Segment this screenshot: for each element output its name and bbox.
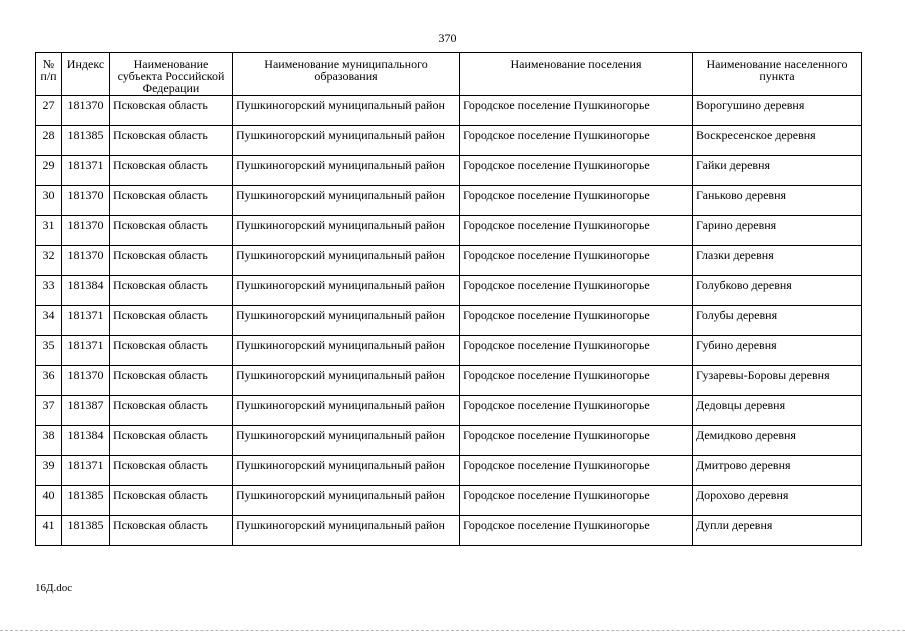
table-row: [36, 276, 862, 306]
cell-subject: Псковская область: [110, 366, 233, 396]
table-body: [36, 96, 862, 546]
cell-index: 181385: [62, 126, 110, 156]
cell-settlement: Городское поселение Пушкиногорье: [460, 426, 693, 456]
cell-subject: Псковская область: [110, 126, 233, 156]
cell-index: 181370: [62, 216, 110, 246]
cell-municipality: Пушкиногорский муниципальный район: [233, 216, 460, 246]
cell-settlement: Городское поселение Пушкиногорье: [460, 516, 693, 546]
cell-subject: Псковская область: [110, 426, 233, 456]
cell-municipality: Пушкиногорский муниципальный район: [233, 396, 460, 426]
cell-settlement: Городское поселение Пушкиногорье: [460, 126, 693, 156]
cell-locality: Демидково деревня: [693, 426, 862, 456]
cell-municipality: Пушкиногорский муниципальный район: [233, 306, 460, 336]
table-header-row: [36, 53, 862, 96]
cell-subject: Псковская область: [110, 156, 233, 186]
cell-settlement: Городское поселение Пушкиногорье: [460, 486, 693, 516]
cell-number: 38: [36, 426, 62, 456]
header-municipality: Наименование муниципального образования: [233, 53, 460, 96]
cell-index: 181384: [62, 426, 110, 456]
cell-locality: Гузаревы-Боровы деревня: [693, 366, 862, 396]
table-row: [36, 156, 862, 186]
cell-number: 31: [36, 216, 62, 246]
cell-subject: Псковская область: [110, 186, 233, 216]
cell-settlement: Городское поселение Пушкиногорье: [460, 396, 693, 426]
cell-locality: Дмитрово деревня: [693, 456, 862, 486]
cell-subject: Псковская область: [110, 516, 233, 546]
cell-municipality: Пушкиногорский муниципальный район: [233, 186, 460, 216]
cell-number: 27: [36, 96, 62, 126]
cell-locality: Дедовцы деревня: [693, 396, 862, 426]
table-row: [36, 186, 862, 216]
table-row: [36, 486, 862, 516]
cell-subject: Псковская область: [110, 96, 233, 126]
cell-locality: Воскресенское деревня: [693, 126, 862, 156]
cell-locality: Голубы деревня: [693, 306, 862, 336]
cell-index: 181370: [62, 96, 110, 126]
cell-index: 181370: [62, 246, 110, 276]
cell-municipality: Пушкиногорский муниципальный район: [233, 486, 460, 516]
cell-settlement: Городское поселение Пушкиногорье: [460, 456, 693, 486]
cell-index: 181371: [62, 156, 110, 186]
cell-locality: Голубково деревня: [693, 276, 862, 306]
cell-municipality: Пушкиногорский муниципальный район: [233, 96, 460, 126]
cell-number: 39: [36, 456, 62, 486]
table-row: [36, 216, 862, 246]
cell-subject: Псковская область: [110, 306, 233, 336]
cell-municipality: Пушкиногорский муниципальный район: [233, 516, 460, 546]
cell-locality: Глазки деревня: [693, 246, 862, 276]
cell-index: 181384: [62, 276, 110, 306]
cell-municipality: Пушкиногорский муниципальный район: [233, 126, 460, 156]
cell-municipality: Пушкиногорский муниципальный район: [233, 366, 460, 396]
cell-settlement: Городское поселение Пушкиногорье: [460, 186, 693, 216]
cell-locality: Гарино деревня: [693, 216, 862, 246]
cell-locality: Губино деревня: [693, 336, 862, 366]
cell-index: 181371: [62, 306, 110, 336]
cell-subject: Псковская область: [110, 246, 233, 276]
cell-settlement: Городское поселение Пушкиногорье: [460, 216, 693, 246]
cell-municipality: Пушкиногорский муниципальный район: [233, 156, 460, 186]
cell-municipality: Пушкиногорский муниципальный район: [233, 246, 460, 276]
cell-locality: Дупли деревня: [693, 516, 862, 546]
cell-number: 34: [36, 306, 62, 336]
cell-index: 181371: [62, 336, 110, 366]
cell-locality: Дорохово деревня: [693, 486, 862, 516]
cell-settlement: Городское поселение Пушкиногорье: [460, 276, 693, 306]
cell-index: 181371: [62, 456, 110, 486]
cell-number: 28: [36, 126, 62, 156]
scan-edge-line: [0, 630, 905, 632]
cell-settlement: Городское поселение Пушкиногорье: [460, 96, 693, 126]
cell-number: 32: [36, 246, 62, 276]
cell-subject: Псковская область: [110, 216, 233, 246]
localities-table: [35, 52, 862, 546]
cell-subject: Псковская область: [110, 396, 233, 426]
table-row: [36, 96, 862, 126]
table-row: [36, 366, 862, 396]
cell-settlement: Городское поселение Пушкиногорье: [460, 366, 693, 396]
cell-locality: Ганьково деревня: [693, 186, 862, 216]
header-index: Индекс: [62, 53, 110, 96]
cell-settlement: Городское поселение Пушкиногорье: [460, 336, 693, 366]
cell-number: 40: [36, 486, 62, 516]
table-row: [36, 396, 862, 426]
cell-municipality: Пушкиногорский муниципальный район: [233, 456, 460, 486]
page-number: 370: [438, 31, 457, 45]
cell-index: 181385: [62, 516, 110, 546]
cell-subject: Псковская область: [110, 486, 233, 516]
cell-subject: Псковская область: [110, 456, 233, 486]
cell-index: 181370: [62, 366, 110, 396]
cell-number: 35: [36, 336, 62, 366]
cell-settlement: Городское поселение Пушкиногорье: [460, 156, 693, 186]
cell-index: 181387: [62, 396, 110, 426]
header-number: № п/п: [36, 53, 62, 96]
cell-locality: Гайки деревня: [693, 156, 862, 186]
cell-number: 37: [36, 396, 62, 426]
cell-subject: Псковская область: [110, 336, 233, 366]
cell-index: 181370: [62, 186, 110, 216]
table-row: [36, 516, 862, 546]
table-row: [36, 126, 862, 156]
cell-municipality: Пушкиногорский муниципальный район: [233, 336, 460, 366]
header-subject: Наименование субъекта Российской Федерации: [110, 53, 233, 96]
cell-number: 30: [36, 186, 62, 216]
cell-municipality: Пушкиногорский муниципальный район: [233, 426, 460, 456]
cell-number: 36: [36, 366, 62, 396]
cell-index: 181385: [62, 486, 110, 516]
table-row: [36, 336, 862, 366]
cell-number: 29: [36, 156, 62, 186]
cell-subject: Псковская область: [110, 276, 233, 306]
cell-settlement: Городское поселение Пушкиногорье: [460, 246, 693, 276]
table-row: [36, 426, 862, 456]
table-row: [36, 306, 862, 336]
cell-settlement: Городское поселение Пушкиногорье: [460, 306, 693, 336]
cell-municipality: Пушкиногорский муниципальный район: [233, 276, 460, 306]
table-row: [36, 246, 862, 276]
cell-locality: Ворогушино деревня: [693, 96, 862, 126]
header-locality: Наименование населенного пункта: [693, 53, 862, 96]
header-settlement: Наименование поселения: [460, 53, 693, 96]
table-row: [36, 456, 862, 486]
cell-number: 33: [36, 276, 62, 306]
footer-filename: 16Д.doc: [35, 582, 73, 594]
cell-number: 41: [36, 516, 62, 546]
